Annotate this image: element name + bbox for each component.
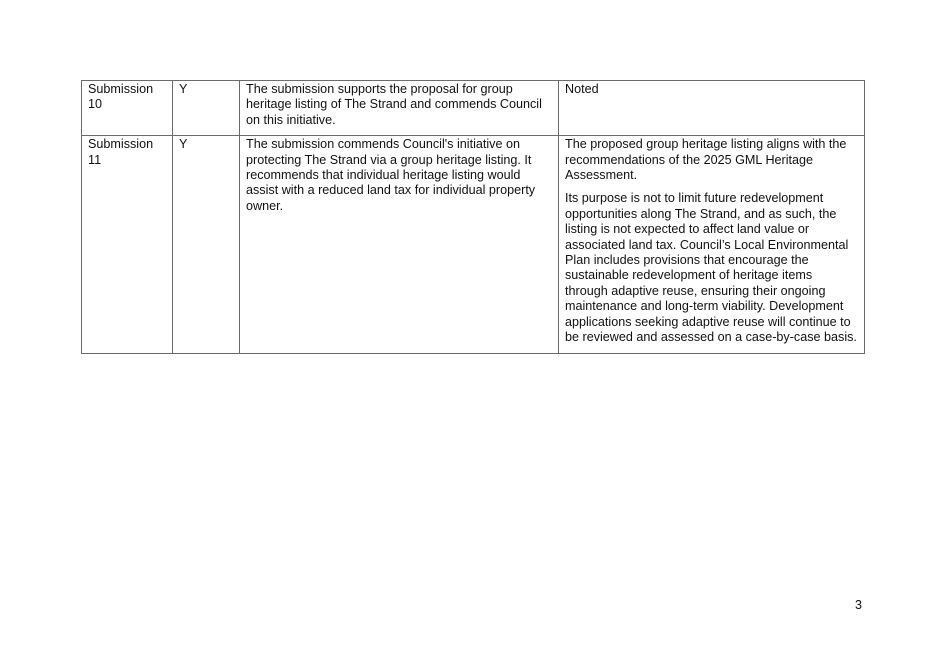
support-cell: Y	[173, 136, 240, 353]
page-number: 3	[855, 598, 863, 612]
submission-id-cell: Submission 11	[82, 136, 173, 353]
response-cell	[559, 136, 865, 353]
table-row	[82, 136, 865, 353]
response-cell	[559, 81, 865, 136]
summary-cell: The submission commends Council's initiative on protecting The Strand via a group heritage listing. It recommends that individual heritage listing would assist with a reduced land tax for individual property owner.	[240, 136, 559, 353]
response-paragraph: Noted	[565, 82, 599, 96]
response-paragraph: Its purpose is not to limit future redevelopment opportunities along The Strand, and as such, the listing is not expected to affect land value or associated land tax. Council’s Local Environmental Plan includes provisions that encourage the sustainable redevelopment of heritage items through adaptive reuse, ensuring their ongoing maintenance and long-term viability. Development applications seeking adaptive reuse will continue to be reviewed and assessed on a case-by-case basis.	[565, 191, 857, 345]
response-paragraph: The proposed group heritage listing aligns with the recommendations of the 2025 GML Heritage Assessment.	[565, 137, 847, 183]
summary-cell: The submission supports the proposal for group heritage listing of The Strand and commends Council on this initiative.	[240, 81, 559, 136]
table-row	[82, 81, 865, 136]
support-cell: Y	[173, 81, 240, 136]
submissions-table	[81, 80, 865, 354]
submission-id-cell: Submission 10	[82, 81, 173, 136]
